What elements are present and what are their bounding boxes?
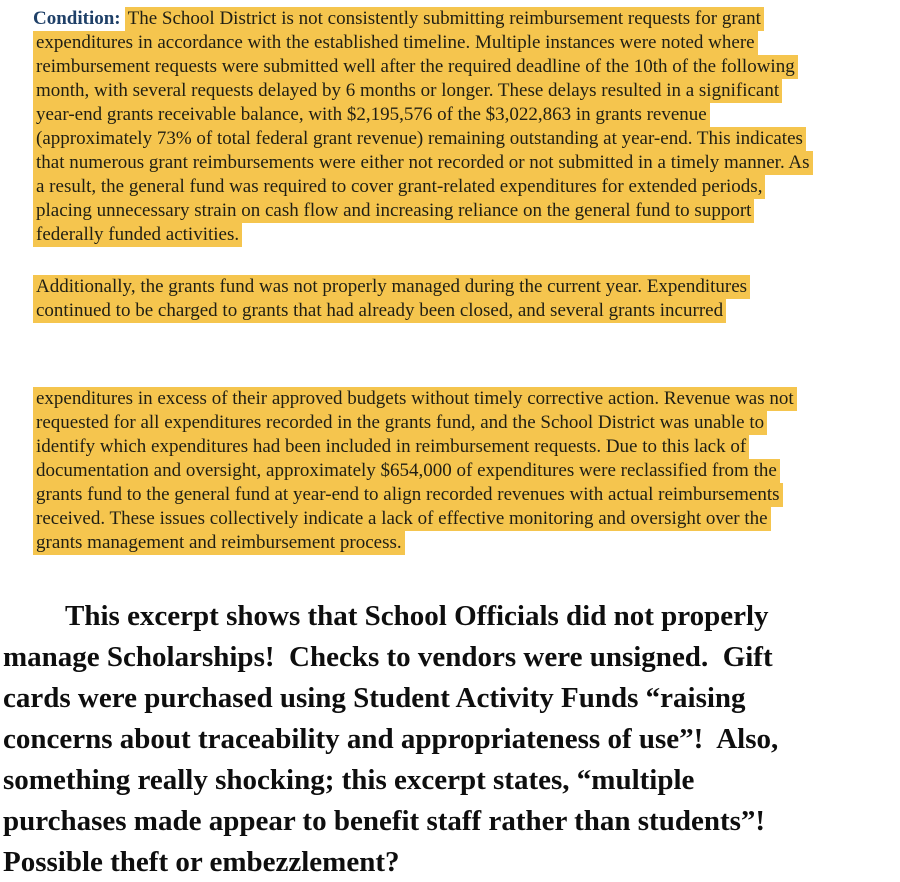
highlighted-text-line — [33, 31, 884, 55]
condition-paragraph-lines — [33, 31, 884, 247]
highlighted-text: that numerous grant reimbursements were either not recorded or not submitted in a timely manner. As — [33, 151, 813, 175]
condition-label: Condition: — [33, 8, 125, 29]
highlighted-text: year-end grants receivable balance, with $2,195,576 of the $3,022,863 in grants revenue — [33, 103, 710, 127]
highlighted-text-line — [33, 55, 884, 79]
highlighted-text: expenditures in accordance with the established timeline. Multiple instances were noted where — [33, 31, 758, 55]
highlighted-text-line — [33, 151, 884, 175]
highlighted-text: identify which expenditures had been included in reimbursement requests. Due to this lack of — [33, 435, 749, 459]
condition-first-line — [33, 7, 884, 31]
highlighted-text-line — [33, 199, 884, 223]
highlighted-text: a result, the general fund was required to cover grant-related expenditures for extended periods, — [33, 175, 765, 199]
highlighted-text: grants fund to the general fund at year-end to align recorded revenues with actual reimbursements — [33, 483, 783, 507]
commentary-line: manage Scholarships! Checks to vendors were unsigned. Gift — [3, 641, 773, 673]
highlighted-text-line — [33, 387, 884, 411]
highlighted-text-line — [33, 103, 884, 127]
highlighted-text-line — [33, 435, 884, 459]
highlighted-text: documentation and oversight, approximately $654,000 of expenditures were reclassified from the — [33, 459, 780, 483]
highlighted-text: month, with several requests delayed by 6 months or longer. These delays resulted in a significant — [33, 79, 782, 103]
highlighted-text: requested for all expenditures recorded in the grants fund, and the School District was unable to — [33, 411, 767, 435]
highlighted-text-line — [33, 79, 884, 103]
highlighted-text: placing unnecessary strain on cash flow and increasing reliance on the general fund to support — [33, 199, 754, 223]
highlighted-text-line — [33, 411, 884, 435]
commentary-line: cards were purchased using Student Activity Funds “raising — [3, 682, 746, 714]
highlighted-text: The School District is not consistently submitting reimbursement requests for grant — [125, 7, 764, 31]
highlighted-text: Additionally, the grants fund was not properly managed during the current year. Expenditures — [33, 275, 750, 299]
highlighted-text: (approximately 73% of total federal grant revenue) remaining outstanding at year-end. This indicates — [33, 127, 806, 151]
commentary-text — [0, 596, 900, 882]
highlighted-text: continued to be charged to grants that had already been closed, and several grants incurred — [33, 299, 726, 323]
highlighted-text: received. These issues collectively indicate a lack of effective monitoring and oversight over the — [33, 507, 771, 531]
highlighted-text: federally funded activities. — [33, 223, 242, 247]
additionally-paragraph — [33, 275, 884, 323]
highlighted-text: grants management and reimbursement process. — [33, 531, 405, 555]
highlighted-text-line — [33, 223, 884, 247]
commentary-line: This excerpt shows that School Officials did not properly — [65, 600, 769, 632]
highlighted-text-line — [33, 507, 884, 531]
condition-paragraph — [33, 7, 884, 247]
highlighted-text-line — [33, 175, 884, 199]
highlighted-text: reimbursement requests were submitted well after the required deadline of the 10th of the following — [33, 55, 798, 79]
highlighted-text-line — [33, 483, 884, 507]
expenditures-paragraph — [33, 387, 884, 555]
commentary-line: Possible theft or embezzlement? — [3, 846, 400, 878]
highlighted-text-line — [33, 275, 884, 299]
highlighted-text-line — [33, 127, 884, 151]
highlighted-text-line — [33, 459, 884, 483]
highlighted-text-line — [33, 299, 884, 323]
commentary-line: purchases made appear to benefit staff rather than students”! — [3, 805, 766, 837]
highlighted-text: expenditures in excess of their approved budgets without timely corrective action. Revenue was not — [33, 387, 797, 411]
highlighted-text-line — [33, 531, 884, 555]
commentary-line: something really shocking; this excerpt states, “multiple — [3, 764, 695, 796]
commentary-line: concerns about traceability and appropriateness of use”! Also, — [3, 723, 779, 755]
